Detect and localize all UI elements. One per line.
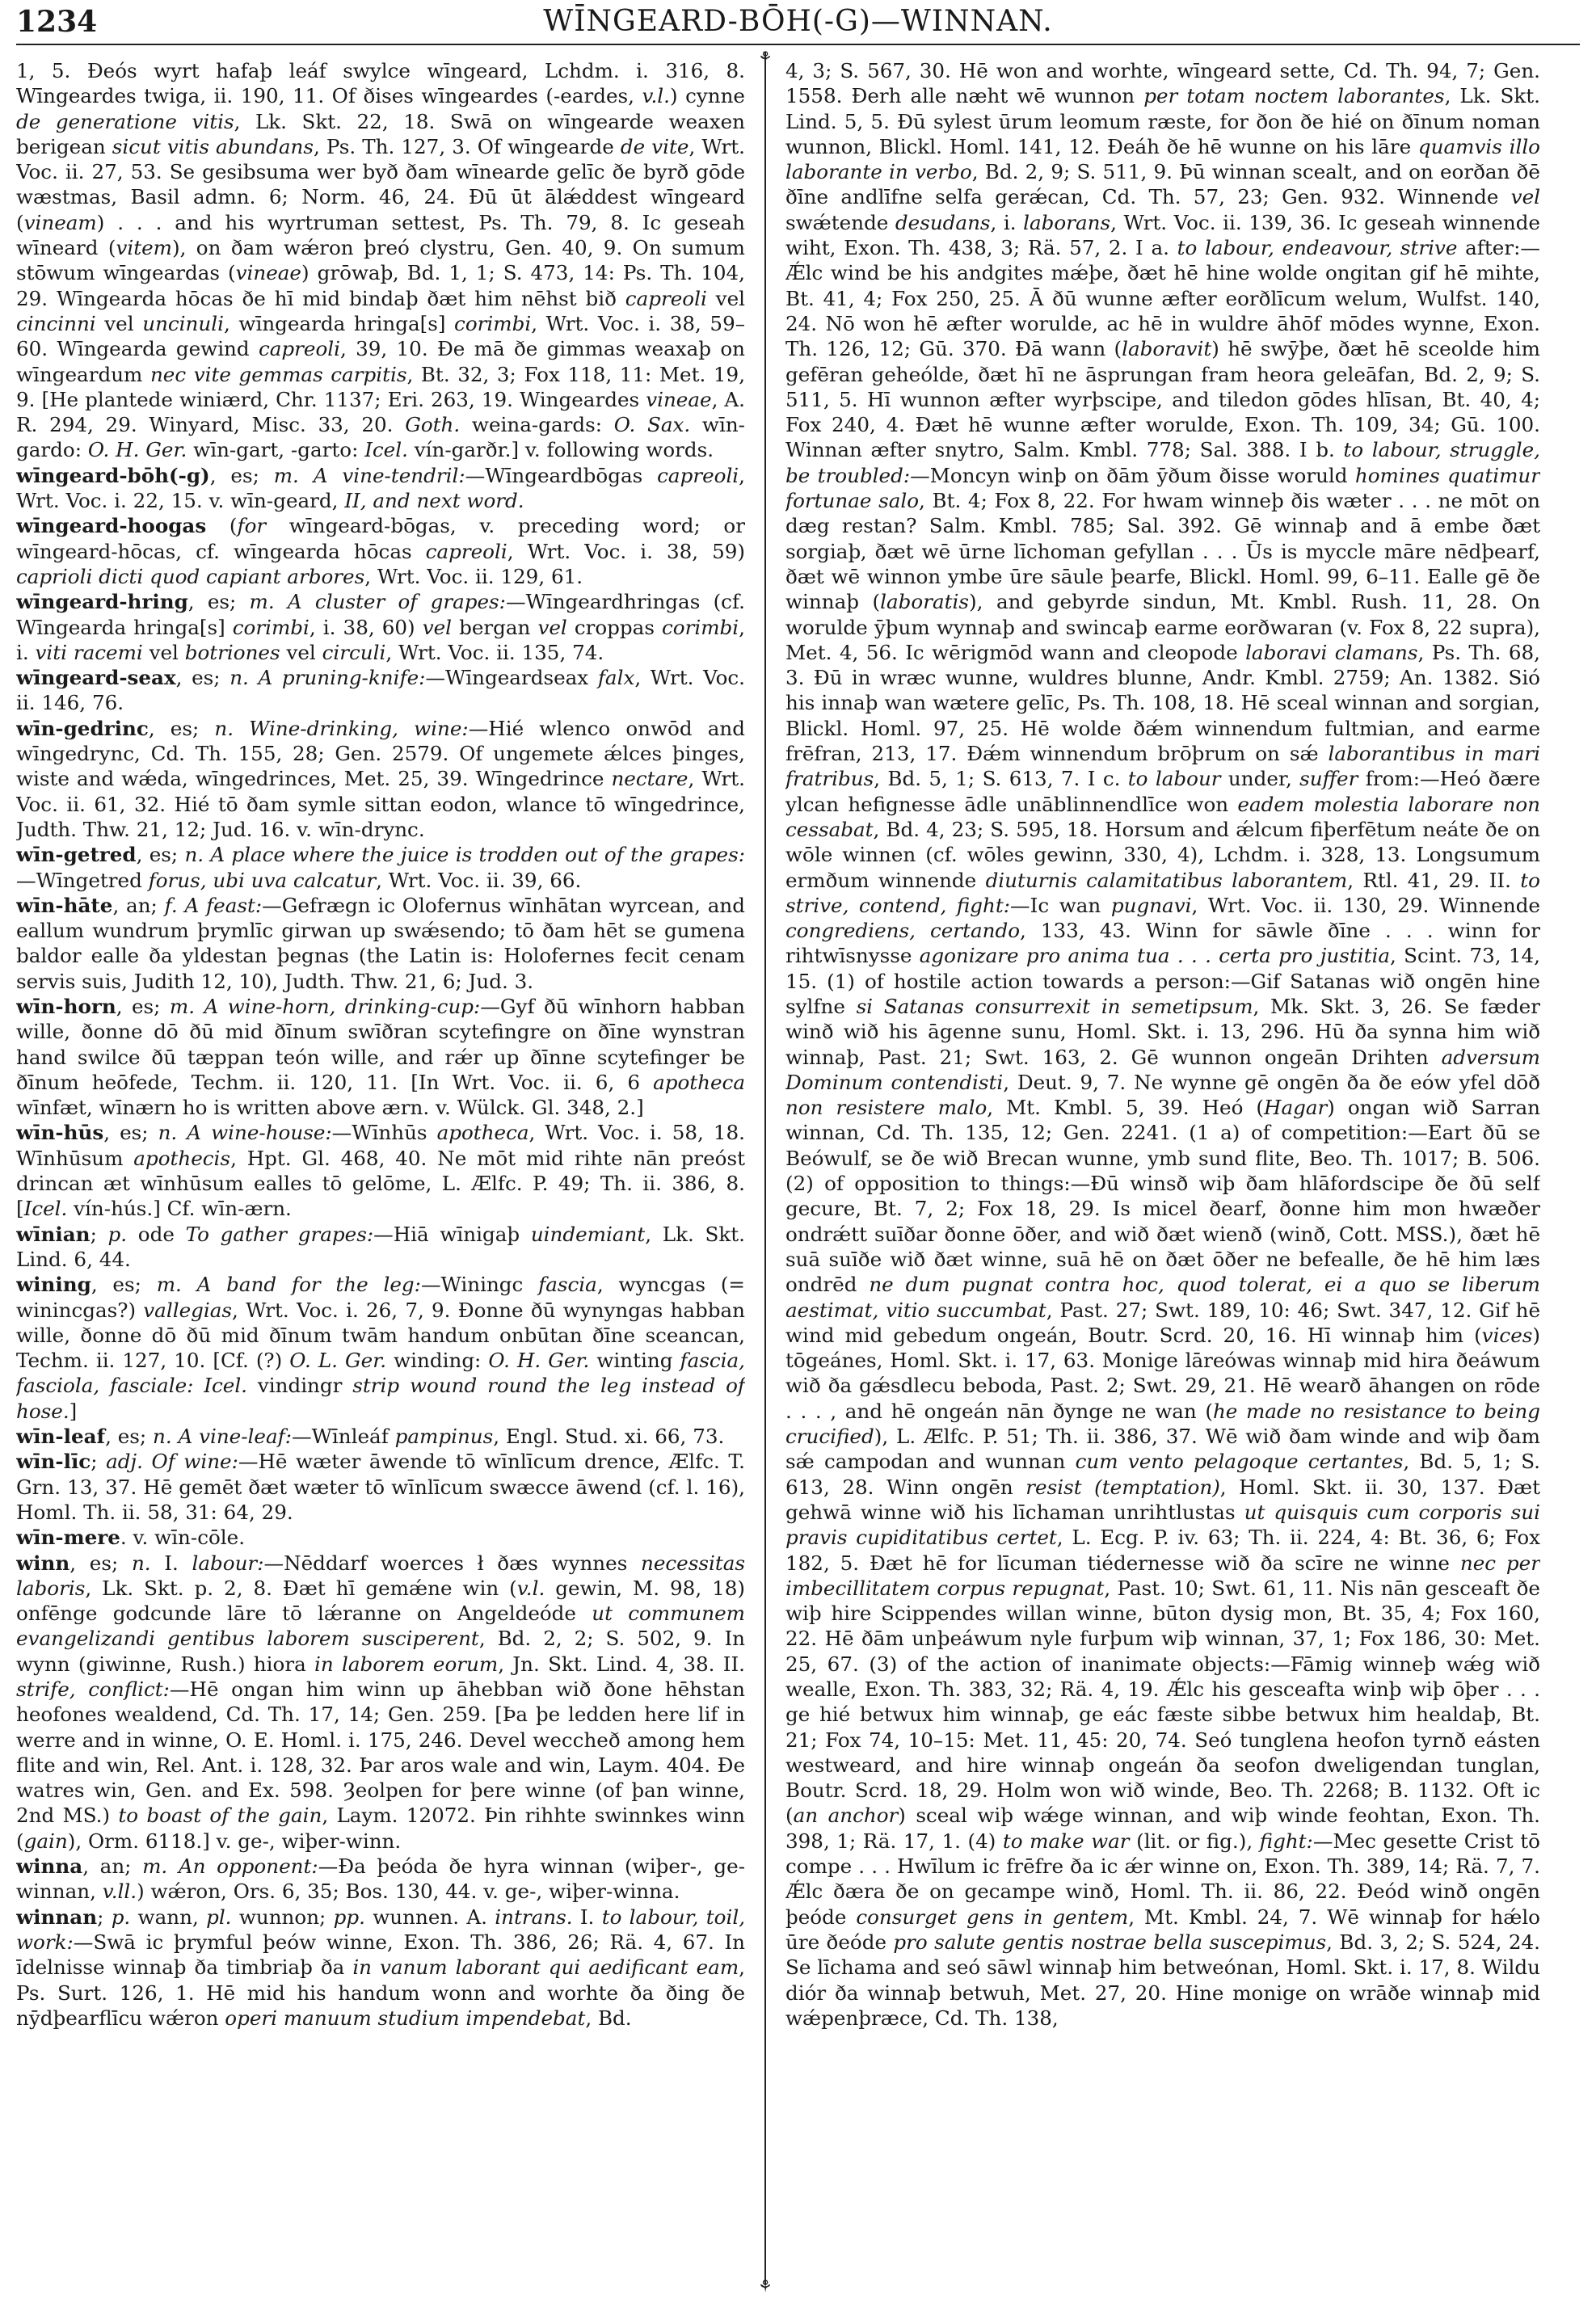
entry-text: vín-hús.] Cf. wīn-ærn. — [67, 1197, 292, 1221]
italic-text: O. H. Ger. — [87, 438, 187, 462]
italic-text: m. A wine-horn, drinking-cup:— — [169, 994, 500, 1018]
entry-text: Nēddarf woerces ł ðæs wynnes — [284, 1551, 642, 1575]
entry-text: wīn-gart, -garto: — [187, 438, 365, 462]
italic-text: to labour, struggle, be troubled:— — [785, 438, 1540, 487]
italic-text: gain — [23, 1829, 68, 1853]
dictionary-entry — [16, 589, 745, 665]
headword: wīn-līc — [16, 1450, 91, 1474]
italic-text: homines quatimur fortunae salo — [785, 463, 1540, 513]
italic-text: adversum Dominum contendisti — [785, 1045, 1540, 1094]
italic-text: nec per imbecillitatem corpus repugnat — [785, 1551, 1540, 1600]
entry-text: vel — [95, 311, 143, 335]
italic-text: per totam noctem laborantes — [1143, 84, 1445, 108]
italic-text: uncinuli — [142, 311, 224, 335]
entry-text: , an; — [112, 893, 165, 917]
italic-text: m. A band for the leg:— — [156, 1273, 441, 1297]
italic-text: necessitas laboris — [16, 1551, 745, 1600]
italic-text: fascia, fasciola, fasciale: Icel. — [16, 1349, 745, 1398]
entry-text: Wīnleáf — [311, 1425, 395, 1449]
entry-text: , Lk. Skt. 22, 18. Swā on wīngearde weaxen berigean — [16, 109, 745, 158]
italic-text: vel — [537, 615, 567, 639]
entry-text: vel — [280, 640, 322, 664]
entry-text: , Bt. 32, 3; Fox 118, 11: Met. 19, 9. [He plantede winiærd, Chr. 1137; Eri. 263, 19. Wingeardes — [16, 362, 745, 411]
entry-text: , Wrt. Voc. ii. 139, 36. Ic geseah winnende wiht, Exon. Th. 438, 3; Rä. 57, 2. I a. — [785, 210, 1540, 260]
entry-text: , Ps. Surt. 126, 1. Hē mid his handum wonn and worhte ða ðing ðe nȳdþearflīcu wǽron — [16, 1955, 745, 2030]
entry-text: , Bd. 3, 2; S. 524, 24. Se līchama and seó sāwl winnaþ him betweónan, Homl. Skt. i. 17, 8. Wildu diór ða winnaþ betwuh, Met. 27, 20. Hine monige on wrāðe winnaþ mid wǽpenþræce, Cd. Th. 138, — [785, 1930, 1540, 2030]
italic-text: vineam — [23, 210, 97, 234]
italic-text: ut quisquis cum corporis sui pravis cupiditatibus certet — [785, 1500, 1540, 1550]
entry-text: ) cynne — [669, 84, 745, 108]
dictionary-entry — [16, 994, 745, 1120]
entry-text: Hē wæter āwende tō wīnlīcum drence, Ælfc. T. Grn. 13, 37. Hē gemēt ðæt wæter tō wīnlīcum swæcce āwend (cf. l. 16), Homl. Th. ii. 58, 31: 64, 29. — [16, 1450, 745, 1524]
headword: wīn-horn — [16, 994, 116, 1018]
entry-text: , Wrt. Voc. ii. 39, 66. — [376, 868, 582, 892]
entry-text: , Bd. 5, 1; S. 613, 28. Winn ongēn — [785, 1450, 1540, 1499]
italic-text: n. A vine-leaf:— — [153, 1425, 312, 1449]
italic-text: he made no resistance to being crucified — [785, 1399, 1540, 1449]
headword: wīngeard-hoogas — [16, 514, 207, 538]
entry-text: , Lk. Skt. Lind. 5, 5. Ðū sylest ūrum leomum ræste, for ðon ðe hié on ðīnum noman wunnon, Blickl. Homl. 141, 12. Ðeáh ðe hē wunne on his lāre — [785, 84, 1540, 158]
entry-text: vel — [706, 286, 745, 310]
dictionary-entry — [16, 665, 745, 716]
dictionary-entry — [16, 1120, 745, 1221]
page-header — [16, 3, 1580, 45]
entry-text: , es; — [69, 1551, 132, 1575]
entry-text: , 133, 43. Winn for sāwle ðīne . . . winn for rihtwīsnysse — [785, 919, 1540, 968]
italic-text: resist (temptation) — [1025, 1475, 1220, 1499]
headword: winna — [16, 1854, 83, 1879]
italic-text: n. A wine-house:— — [158, 1121, 352, 1145]
italic-text: n. A pruning-knife:— — [230, 666, 446, 690]
headword: wīngeard-seax — [16, 666, 176, 690]
italic-text: vallegias — [143, 1298, 233, 1322]
entry-text: , Laym. 12072. Þin rihhte swinnkes winn ( — [16, 1804, 745, 1853]
italic-text: fight:— — [1259, 1829, 1333, 1853]
entry-text: , Lk. Skt. Lind. 6, 44. — [16, 1222, 745, 1271]
entry-text: under, — [1220, 767, 1300, 791]
headword: wīn-getred — [16, 843, 137, 867]
entry-text: Ic wan — [1030, 893, 1111, 917]
italic-text: to boast of the gain — [118, 1804, 322, 1828]
italic-text: vineae — [235, 261, 301, 285]
entry-text: , 39, 10. Ðe mā ðe gimmas weaxaþ on wīngeardum — [16, 337, 745, 386]
dictionary-entry — [16, 1424, 745, 1449]
entry-text: , wīngearda hringa[s] — [223, 311, 455, 335]
italic-text: to make war — [1002, 1829, 1130, 1853]
entry-text: , an; — [82, 1854, 143, 1879]
entry-text: ; — [90, 1222, 108, 1246]
entry-text: 4, 3; S. 567, 30. Hē won and worhte, wīngeard sette, Cd. Th. 94, 7; Gen. 1558. Ðerh alle næht wē wunnon — [785, 59, 1540, 108]
entry-text: , Bd. 4, 23; S. 595, 18. Horsum and ǽlcum fiþerfētum neáte ðe on wōle winnen (cf. wōles gewinn, 330, 4), Lchdm. i. 328, 13. Longsumum ermðum winnende — [785, 817, 1540, 892]
headword: wīngeard-bōh(-g) — [16, 463, 210, 487]
entry-text: ), Orm. 6118.] v. ge-, wiþer-winn. — [67, 1829, 402, 1853]
dictionary-entry — [16, 58, 745, 463]
entry-text: (lit. or fig.), — [1129, 1829, 1260, 1853]
italic-text: cincinni — [16, 311, 96, 335]
entry-text: Wīngetred — [36, 868, 149, 892]
entry-text: , Wrt. Voc. i. 38, 59–60. Wīngearda gewind — [16, 311, 745, 361]
dictionary-entry — [16, 1449, 745, 1525]
italic-text: ne dum pugnat contra hoc, quod tolerat, ei a quo se liberum aestimat, vitio succumbat — [785, 1273, 1540, 1322]
entry-text: Wīnhūs — [352, 1121, 437, 1145]
entry-text: . v. wīn-cōle. — [120, 1526, 246, 1550]
italic-text: vineae — [646, 387, 712, 411]
italic-text: p. — [111, 1905, 131, 1929]
entry-text: , es; — [209, 463, 274, 487]
entry-text: , Wrt. Voc. i. 38, 59) — [507, 539, 745, 563]
entry-text: bergan — [452, 615, 538, 639]
italic-text: strife, conflict:— — [16, 1677, 190, 1701]
entry-text: weina-gards: — [460, 413, 614, 437]
italic-text: f. A feast:— — [164, 893, 282, 917]
italic-text: m. A cluster of grapes:— — [249, 590, 526, 614]
entry-text: , es; — [187, 590, 250, 614]
entry-text: , Wrt. Voc. i. 58, 18. Wīnhūsum — [16, 1121, 745, 1170]
dictionary-entry — [16, 1272, 745, 1424]
entry-text: , Scint. 73, 14, 15. (1) of hostile action towards a person:—Gif Satanas wið ongēn hine sylfne — [785, 944, 1540, 1018]
entry-text: , A. R. 294, 29. Winyard, Misc. 33, 20. — [16, 387, 745, 437]
entry-text: , Lk. Skt. p. 2, 8. Ðæt hī gemǽne win ( — [85, 1576, 517, 1600]
entry-text: after:—Ǽlc wind be his andgites mǽþe, ðæt hē hine wolde ongitan gif hē mihte, Bt. 41, 4; Fox 250, 25. Ā ðū wunne æfter eorðlīcum welum, Wulfst. 140, 24. Nō won hē æfter worulde, ac hē in wuldre āhōf mōdes wynne, Exon. Th. 126, 12; Gū. 370. Ðā wann ( — [785, 236, 1540, 361]
dictionary-entry — [16, 893, 745, 994]
entry-text: , Bd. 5, 1; S. 613, 7. I c. — [874, 767, 1128, 791]
entry-text: , Homl. Skt. ii. 30, 137. Ðæt gehwā winne wið his līchaman unrihtlustas — [785, 1475, 1540, 1524]
entry-text: , Wrt. Voc. ii. 135, 74. — [385, 640, 604, 664]
italic-text: to strive, contend, fight:— — [785, 868, 1540, 917]
entry-text: , es; — [148, 716, 215, 740]
entry-text: , Wrt. Voc. ii. 27, 53. Se gesibsuma wer byð ðam wīnearde gelīc ðe byrð gōde wæstmas, Basil admn. 6; Norm. 46, 24. Ðū ūt ālǽddest wīngeard ( — [16, 134, 745, 234]
entry-text: ; — [91, 1450, 107, 1474]
entry-text: , Bd. 2, 9; S. 511, 9. Þū winnan scealt, and on eorðan ðē ðīne andlīfne selfa gerǽcan, Cd. Th. 57, 23; Gen. 932. Winnende — [785, 160, 1540, 209]
entry-text: ), on ðam wǽron þreó clystru, Gen. 40, 9. On sumum stōwum wīngeardas ( — [16, 236, 745, 285]
italic-text: congrediens, certando — [785, 919, 1020, 943]
italic-text: laboravit — [1122, 337, 1212, 361]
italic-text: Icel. — [23, 1197, 68, 1221]
italic-text: pugnavi — [1110, 893, 1192, 917]
running-title: WĪNGEARD-BŌH(-G)—WINNAN. — [543, 5, 1053, 38]
italic-text: an anchor — [793, 1804, 899, 1828]
italic-text: falx — [597, 666, 635, 690]
entry-text: Gefrægn ic Olofernus wīnhātan wyrcean, and eallum wundrum þrymlīc girwan up swǽsendo; tō ðam hēt se gumena baldor ealle ða yldestan þegnas (the Latin is: Holofernes fecit cenam servis suis, Judith 12, 10), Judth. Thw. 21, 6; Jud. 3. — [16, 893, 745, 993]
entry-text: Wīngeardbōgas — [485, 463, 658, 487]
entry-text: Hié wlenco onwōd and wīngedrync, Cd. Th. 155, 28; Gen. 2579. Of ungemete ǽlces þinges, wiste and wǽda, wīngedrinces, Met. 25, 39. Wīngedrince — [16, 716, 745, 791]
italic-text: v.l. — [516, 1576, 545, 1600]
italic-text: si Satanas consurrexit in semetipsum — [856, 994, 1253, 1018]
italic-text: suffer — [1299, 767, 1358, 791]
italic-text: non resistere malo — [785, 1096, 987, 1120]
italic-text: sicut vitis abundans — [112, 134, 314, 158]
entry-text: vín-garðr.] v. following words. — [407, 438, 714, 462]
italic-text: Hagar — [1264, 1096, 1328, 1120]
italic-text: to labour — [1127, 767, 1221, 791]
italic-text: vices — [1481, 1323, 1533, 1347]
entry-text: ( — [206, 514, 238, 538]
italic-text: agonizare pro anima tua . . . certa pro justitia — [919, 944, 1390, 968]
italic-text: capreoli — [625, 286, 707, 310]
left-column — [16, 58, 745, 2292]
headword: wīnian — [16, 1222, 91, 1246]
italic-text: in laborem eorum — [314, 1652, 499, 1676]
entry-text: , es; — [91, 1273, 157, 1297]
italic-text: to labour, toil, work:— — [16, 1905, 745, 1954]
entry-text: vel — [142, 640, 185, 664]
entry-text: , L. Ecg. P. iv. 63; Th. ii. 224, 4: Bt. 36, 6; Fox 182, 5. Ðæt hē for līcuman tiédernesse wið ða scīre ne winne — [785, 1526, 1540, 1575]
italic-text: viti racemi — [35, 640, 143, 664]
italic-text: n. — [131, 1551, 151, 1575]
right-column — [785, 58, 1540, 2292]
italic-text: Goth. — [405, 413, 461, 437]
italic-text: corimbi — [662, 615, 739, 639]
entry-text: Moncyn winþ on ðām ȳðum ðisse woruld — [929, 463, 1355, 487]
entry-text: ode — [127, 1222, 186, 1246]
italic-text: capreoli — [258, 337, 340, 361]
entry-text: , Bd. — [585, 2006, 632, 2030]
italic-text: n. Wine-drinking, wine:— — [214, 716, 489, 740]
entry-text: Wīngeardhringas (cf. Wīngearda hringa[s] — [16, 590, 745, 639]
italic-text: pl. — [206, 1905, 232, 1929]
entry-text: , Ps. Th. 127, 3. Of wīngearde — [314, 134, 621, 158]
italic-text: O. Sax. — [613, 413, 691, 437]
italic-text: for — [237, 514, 267, 538]
italic-text: vel — [1510, 185, 1540, 209]
italic-text: O. L. Ger. — [289, 1349, 387, 1373]
dictionary-entry — [16, 1905, 745, 2031]
dictionary-entry — [16, 1551, 745, 1854]
entry-text: Mec gesette Crist tō compe . . . Hwīlum ic frēfre ða ic ǽr winne on, Exon. Th. 389, 14; Rä. 7, 7. Ǽlc ðæra ðe on gecampe winð, Homl. Th. ii. 86, 22. Ðeód winð ongēn þeóde — [785, 1829, 1540, 1929]
entry-text: , Wrt. Voc. ii. 130, 29. Winnende — [1191, 893, 1540, 917]
entry-text: ) tōgeánes, Homl. Skt. i. 17, 63. Monige lāreówas winnaþ mid hira ðeáwum wið ða gǽsdlecu beboda, Past. 2; Swt. 29, 21. Hē wearð āhangen on rōde . . . , and hē ongeán nān ðynge ne wan ( — [785, 1323, 1540, 1423]
entry-text: wunnon; — [231, 1905, 334, 1929]
entry-text: wann, — [130, 1905, 207, 1929]
italic-text: de generatione vitis — [16, 109, 234, 133]
italic-text: adj. Of wine:— — [106, 1450, 259, 1474]
entry-text: wīn-gardo: — [16, 413, 745, 462]
dictionary-entry — [16, 513, 745, 589]
italic-text: cum vento pelagoque certantes — [1075, 1450, 1404, 1474]
entry-text: , i. — [16, 615, 745, 664]
dictionary-entry — [785, 58, 1540, 2031]
entry-text: ) wǽron, Ors. 6, 35; Bos. 130, 44. v. ge-, wiþer-winna. — [137, 1880, 680, 1904]
entry-text: wunnen. A. — [364, 1905, 495, 1929]
entry-text: ; — [97, 1905, 112, 1929]
entry-text: , Mt. Kmbl. 5, 39. Heó ( — [987, 1096, 1264, 1120]
italic-text: botriones — [184, 640, 280, 664]
dictionary-entry — [16, 842, 745, 893]
headword: wīngeard-hring — [16, 590, 188, 614]
italic-text: v.l. — [642, 84, 670, 108]
entry-text: , es; — [116, 994, 170, 1018]
entry-text: ) . . . and his wyrtruman settest, Ps. Th. 79, 8. Ic geseah wīneard ( — [16, 210, 745, 260]
italic-text: apothecis — [133, 1146, 231, 1170]
italic-text: Icel. — [364, 438, 408, 462]
italic-text: m. An opponent:— — [142, 1854, 339, 1879]
entry-text: ) sceal wiþ wǽge winnan, and wiþ winde feohtan, Exon. Th. 398, 1; Rä. 17, 1. (4) — [785, 1804, 1540, 1853]
entry-text: Gyf ðū wīnhorn habban wille, ðonne dō ðū mid ðīnum swīðran scytefingre on ðīne wynstran hand swilce ðū tæppan teón wille, and rǽr up ðīnne scytefinger be ðīnum heōfede, Techm. ii. 120, 11. [In Wrt. Voc. ii. 6, 6 — [16, 994, 745, 1094]
headword: winnan — [16, 1905, 98, 1929]
entry-text: , Jn. Skt. Lind. 4, 38. II. — [498, 1652, 745, 1676]
entry-text: , Past. 10; Swt. 61, 11. Nis nān gesceaft ðe wiþ hire Scippendes willan winne, būton dysig mon, Bt. 35, 4; Fox 160, 22. Hē ðām unþeáwum nyle furþum wiþ winnan, 37, 1; Fox 186, 30: Met. 25, 67. (3) of the action of inanimate objects:—Fāmig winneþ wǽg wið wealle, Exon. Th. 383, 32; Rä. 4, 19. Ǽlc his gesceafta winþ wiþ ōþer . . . ge hié betwux him winnaþ, ge eác fæste sibbe betwux him healdaþ, Bt. 21; Fox 74, 10–15: Met. 11, 45: 20, 74. Seó tunglena heofon tyrnð eásten westweard, and hire winnaþ ongeán ða seofon dweligendan tunglan, Boutr. Scrd. 18, 29. Holm won wið winde, Beo. Th. 2268; B. 1132. Oft ic ( — [785, 1576, 1540, 1828]
italic-text: caprioli dicti quod capiant arbores — [16, 564, 365, 588]
headword: wīn-gedrinc — [16, 716, 149, 740]
entry-text: , Hpt. Gl. 468, 40. Ne mōt mid rihte nān preóst drincan æt wīnhūsum ealles tō gelōme, L. Ælfc. P. 49; Th. ii. 386, 8. [ — [16, 1146, 745, 1221]
italic-text: vitem — [116, 236, 172, 260]
entry-text: , Ps. Th. 68, 3. Ðū in wræc wunne, wuldres blunne, Andr. Kmbl. 2759; An. 1382. Sió his innaþ wan wætere gelīc, Ps. Th. 108, 18. Hē sceal winnan and sorgian, Blickl. Homl. 97, 25. Hē wolde ðǽm winnendum fultmian, and earme frēfran, 213, 17. Ðǽm winnendum brōþrum on sǽ — [785, 640, 1540, 766]
headword: wīn-hāte — [16, 893, 113, 917]
italic-text: capreoli — [425, 539, 507, 563]
italic-text: n. A place where the juice is trodden out of the grapes:— — [16, 843, 745, 892]
entry-text: ), and gebyrde sindun, Mt. Kmbl. Rush. 11, 28. On worulde ȳþum wynnaþ and swincaþ earme eorðwaran (v. Fox 8, 22 supra), Met. 4, 56. Ic wērigmōd wann and cleopode — [785, 590, 1540, 664]
italic-text: v.ll. — [102, 1880, 137, 1904]
italic-text: circuli — [322, 640, 386, 664]
entry-text: gewin, M. 98, 18) onfēnge godcunde lāre tō lǽranne on Angeldeóde — [16, 1576, 745, 1626]
entry-text: wīngeard-bōgas, v. preceding word; or wīngeard-hōcas, cf. wīngearda hōcas — [16, 514, 745, 563]
italic-text: to labour, endeavour, strive — [1177, 236, 1458, 260]
italic-text: corimbi — [454, 311, 532, 335]
italic-text: ut communem evangelizandi gentibus laborem susciperent — [16, 1602, 745, 1651]
headword: wīn-leaf — [16, 1425, 106, 1449]
entry-text: , Past. 27; Swt. 189, 10: 46; Swt. 347, 12. Gif hē wind mid gebedum ongeán, Boutr. Scrd. 20, 16. Hī winnaþ him ( — [785, 1298, 1540, 1347]
entry-text: Wīngeardseax — [445, 666, 598, 690]
italic-text: desudans — [895, 210, 991, 234]
entry-text: 1, 5. Ðeós wyrt hafaþ leáf swylce wīngeard, Lchdm. i. 316, 8. Wīngeardes twiga, ii. 190, 11. Of ðises wīngeardes (-eardes, — [16, 59, 745, 108]
italic-text: nec vite gemmas carpitis — [149, 362, 407, 386]
italic-text: laboratis — [880, 590, 970, 614]
italic-text: nectare — [611, 767, 689, 791]
entry-text: , es; — [103, 1121, 158, 1145]
entry-text: , es; — [136, 843, 185, 867]
italic-text: O. H. Ger. — [488, 1349, 590, 1373]
entry-text: wīnfæt, wīnærn ho is written above ærn. v. Wülck. Gl. 348, 2.] — [16, 1096, 644, 1120]
entry-text: ) grōwaþ, Bd. 1, 1; S. 473, 14: Ps. Th. 104, 29. Wīngearda hōcas ðe hī mid bindaþ ðæt him nēhst bið — [16, 261, 745, 310]
italic-text: apotheca — [653, 1070, 745, 1094]
entry-text: , i. 38, 60) — [309, 615, 423, 639]
entry-text: , i. — [990, 210, 1024, 234]
entry-text: , Engl. Stud. xi. 66, 73. — [493, 1425, 725, 1449]
italic-text: intrans. — [495, 1905, 573, 1929]
entry-text: , Mt. Kmbl. 24, 7. Wē winnaþ for hǽlo ūre ðeóde — [785, 1905, 1540, 1954]
dictionary-entry — [16, 1525, 745, 1550]
entry-text: , es; — [175, 666, 230, 690]
headword: wīn-mere — [16, 1526, 120, 1550]
italic-text: laboravi clamans — [1245, 640, 1418, 664]
entry-text: , wyncgas (= winincgas?) — [16, 1273, 745, 1322]
italic-text: forus, ubi uva calcatur — [148, 868, 377, 892]
entry-text: , Wrt. Voc. i. 26, 7, 9. Ðonne ðū wynyngas habban wille, ðonne dō ðū mid ðīnum twām handum onbūtan ðīne sceancan, Techm. ii. 127, 10. [Cf. (?) — [16, 1298, 745, 1373]
entry-text: vindingr — [247, 1374, 353, 1398]
top-ornament-icon: ⚘ — [758, 48, 773, 67]
dictionary-entry — [16, 1222, 745, 1273]
entry-text: , Bd. 2, 2; S. 502, 9. In wynn (giwinne, Rush.) hiora — [16, 1627, 745, 1676]
page-number: 1234 — [16, 5, 98, 39]
italic-text: quamvis illo laborante in verbo — [785, 134, 1540, 184]
italic-text: pp. — [333, 1905, 365, 1929]
italic-text: eadem molestia laborare non cessabat — [785, 792, 1540, 841]
entry-text: , es; — [105, 1425, 154, 1449]
headword: wīn-hūs — [16, 1121, 104, 1145]
entry-text: , Wrt. Voc. i. 22, 15. v. wīn-geard, — [16, 463, 745, 513]
headword: wining — [16, 1273, 91, 1297]
italic-text: pampinus — [394, 1425, 494, 1449]
italic-text: consurget gens in gentem — [856, 1905, 1129, 1929]
entry-text: , Wrt. Voc. ii. 129, 61. — [364, 564, 583, 588]
italic-text: uindemiant — [530, 1222, 646, 1246]
entry-text: , Rtl. 41, 29. II. — [1347, 868, 1521, 892]
entry-text: Hiā wīnigaþ — [393, 1222, 531, 1246]
italic-text: vel — [422, 615, 453, 639]
entry-text: I. — [150, 1551, 192, 1575]
entry-text: ), L. Ælfc. P. 51; Th. ii. 386, 37. Wē wið ðam winde and wiþ ðam sǽ campodan and wunnan — [785, 1425, 1540, 1474]
entry-text: croppas — [566, 615, 663, 639]
italic-text: p. — [107, 1222, 128, 1246]
entry-text: winting — [589, 1349, 680, 1373]
column-rule — [764, 52, 766, 2285]
entry-text: ) ongan wið Sarran winnan, Cd. Th. 135, 12; Gen. 2241. (1 a) of competition:—Eart ðū se Beówulf, se ðe wið Brecan wunne, ymb sund flite, Beo. Th. 1017; B. 506. (2) of opposition to things:—Ðū winsð wiþ ðam hlāfordscipe ðe ðū self gecure, Bt. 7, 2; Fox 18, 29. Is micel ðearf, ðonne him mon hwæðer ondrǽtt suīðar ðonne ōðer, and wið ðæt wienð (winð, Cott. MSS.), ðæt hē suā suīðe wið ðæt winne, suā hē on ðæt ōðer ne befealle, ðe hē him læs ondrēd — [785, 1096, 1540, 1297]
italic-text: apotheca — [436, 1121, 529, 1145]
italic-text: diuturnis calamitatibus laborantem — [985, 868, 1348, 892]
italic-text: labour:— — [192, 1551, 284, 1575]
entry-text: I. — [572, 1905, 602, 1929]
headword: winn — [16, 1551, 70, 1575]
italic-text: II, and next word. — [344, 489, 524, 513]
italic-text: laborantibus in mari fratribus — [785, 742, 1540, 791]
entry-text: , Wrt. Voc. ii. 146, 76. — [16, 666, 745, 715]
dictionary-entry — [16, 1854, 745, 1905]
entry-text: Ða þeóda ðe hyra winnan (wiþer-, ge-winnan, — [16, 1854, 745, 1904]
italic-text: laborans — [1023, 210, 1111, 234]
entry-text: winding: — [386, 1349, 489, 1373]
italic-text: strip wound round the leg instead of hose. — [16, 1374, 745, 1423]
dictionary-entry — [16, 716, 745, 842]
italic-text: corimbi — [232, 615, 310, 639]
entry-text: ] — [69, 1399, 78, 1423]
italic-text: in vanum laborant qui aedificant eam — [352, 1955, 739, 1980]
entry-text: , Mk. Skt. 3, 26. Se fæder winð wið his āgenne sunu, Homl. Skt. i. 13, 296. Hū ða synna him wið winnaþ, Past. 21; Swt. 163, 2. Gē wunnon ongeān Drihten — [785, 994, 1540, 1069]
entry-text: , Bt. 4; Fox 8, 22. For hwam winneþ ðis wæter . . . ne mōt on dæg restan? Salm. Kmbl. 785; Sal. 392. Gē winnaþ and ā embe ðæt sorgiaþ, ðæt wē ūrne līchoman gefyllan . . . Ūs is myccle māre nēdþearf, ðæt wē winnon ymbe ūre sāule þearfe, Blickl. Homl. 99, 6–11. Ealle gē ðe winnaþ ( — [785, 489, 1540, 614]
italic-text: To gather grapes:— — [185, 1222, 394, 1246]
entry-text: , Deut. 9, 7. Ne wynne gē ongēn ða ðe eów yfel dōð — [1003, 1070, 1540, 1094]
italic-text: fascia — [538, 1273, 597, 1297]
italic-text: m. A vine-tendril:— — [273, 463, 486, 487]
entry-text: swǽtende — [785, 210, 895, 234]
italic-text: pro salute gentis nostrae bella suscepimus — [893, 1930, 1327, 1954]
entry-text: Winingc — [440, 1273, 539, 1297]
entry-text: ) hē swȳþe, ðæt hē sceolde him gefēran geheólde, ðæt hī ne āsprungan fram heora geleāfan, Bd. 2, 9; S. 511, 5. Hī wunnon æfter wyrþscipe, and tiledon gōdes hlīsan, Bt. 40, 4; Fox 240, 4. Ðæt hē wunne æfter worulde, Exon. Th. 109, 34; Gū. 100. Winnan æfter snytro, Salm. Kmbl. 778; Sal. 388. I b. — [785, 337, 1540, 462]
entry-text: Swā ic þrymful þeów winne, Exon. Th. 386, 26; Rä. 4, 67. In īdelnisse winnaþ ða timbriaþ ða — [16, 1930, 745, 1980]
entry-text: Hē ongan him winn up āhebban wið ðone hēhstan heofones wealdend, Cd. Th. 17, 14; Gen. 259. [Þa þe ledden here lif in werre and in winne, O. E. Homl. i. 175, 246. Devel weccheð among hem flite and win, Rel. Ant. i. 128, 32. Þar aros wale and win, Laym. 404. Ðe watres win, Gen. and Ex. 598. Ȝeolpen for þere winne (of þan winne, 2nd MS.) — [16, 1677, 745, 1828]
entry-text: , Wrt. Voc. ii. 61, 32. Hié tō ðam symle sittan eodon, wlance tō wīngedrince, Judth. Thw. 21, 12; Jud. 16. v. wīn-drync. — [16, 767, 745, 841]
italic-text: de vite — [620, 134, 689, 158]
bottom-ornament-icon: ⚘ — [758, 2276, 773, 2296]
italic-text: capreoli — [657, 463, 739, 487]
dictionary-entry — [16, 463, 745, 514]
italic-text: operi manuum studium impendebat — [225, 2006, 586, 2030]
entry-text: from:—Heó ðære ylcan hefignesse ādle unāblinnendlīce won — [785, 767, 1540, 816]
